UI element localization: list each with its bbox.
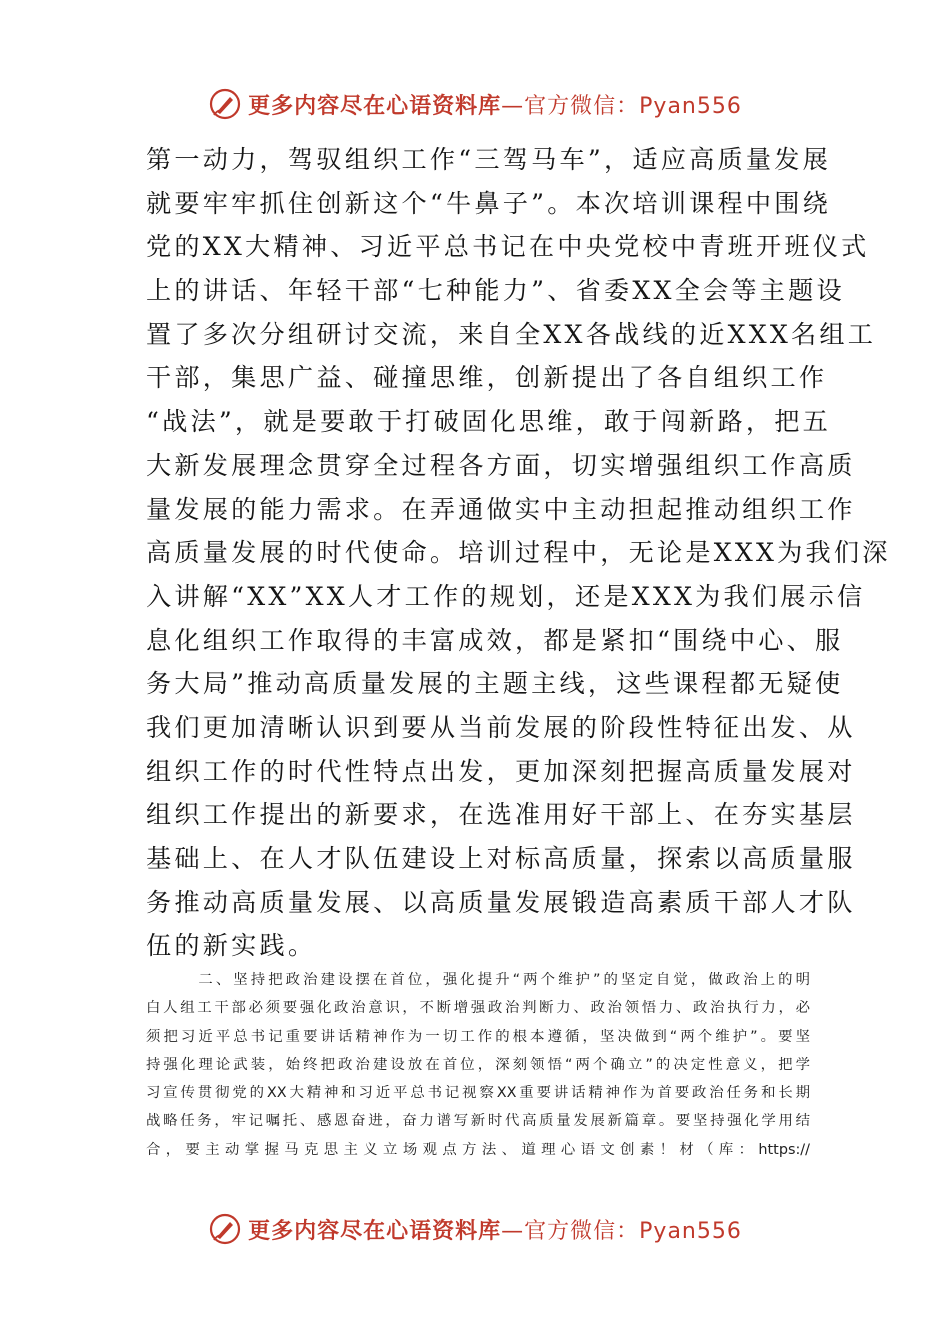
pen-logo-icon [208,1212,242,1246]
text-line: 伍的新实践。 [146,931,317,961]
text-line: 组织工作的时代性特点出发，更加深刻把握高质量发展对 [146,756,856,786]
header-watermark-banner [0,82,950,126]
text-line: 就要牢牢抓住创新这个“牛鼻子”。本次培训课程中围绕 [146,188,832,218]
text-line: 量发展的能力需求。在弄通做实中主动担起推动组织工作 [146,494,856,524]
text-line: 务大局”推动高质量发展的主题主线，这些课程都无疑使 [146,669,844,699]
text-line: 第一动力，驾驭组织工作“三驾马车”，适应高质量发展 [146,145,832,174]
text-line: 高质量发展的时代使命。培训过程中，无论是XXX为我们深 [146,538,891,568]
text-line: “战法”，就是要敢于打破固化思维，敢于闯新路，把五 [146,407,832,437]
text-line: 合，要主动掌握马克思主义立场观点方法、道理心语文创素！材（库：https:// [146,1141,810,1158]
text-line: 党的XX大精神、习近平总书记在中央党校中青班开班仪式 [146,232,870,262]
text-line: 上的讲话、年轻干部“七种能力”、省委XX全会等主题设 [146,276,845,306]
text-line: 须把习近平总书记重要讲话精神作为一切工作的根本遵循，坚决做到“两个维护”。要坚 [146,1028,810,1045]
text-line: 持强化理论武装，始终把政治建设放在首位，深刻领悟“两个确立”的决定性意义，把学 [146,1056,810,1073]
pen-logo-icon [208,87,242,121]
footer-watermark-banner [0,1207,950,1251]
banner-suffix: 官方微信：Pyan556 [524,93,742,119]
text-line: 置了多次分组研讨交流，来自全XX各战线的近XXX名组工 [146,319,877,349]
text-line: 基础上、在人才队伍建设上对标高质量，探索以高质量服 [146,844,856,873]
banner-dash: — [501,1218,525,1244]
section-two-paragraph [146,966,810,1164]
text-line: 干部，集思广益、碰撞思维，创新提出了各自组织工作 [146,363,828,393]
text-line: 二、坚持把政治建设摆在首位，强化提升“两个维护”的坚定自觉，做政治上的明 [146,972,810,988]
text-line: 入讲解“XX”XX人才工作的规划，还是XXX为我们展示信 [146,581,866,611]
text-line: 我们更加清晰认识到要从当前发展的阶段性特征出发、从 [146,712,856,742]
text-line: 息化组织工作取得的丰富成效，都是紧扣“围绕中心、服 [146,625,844,655]
banner-suffix: 官方微信：Pyan556 [524,1218,742,1244]
text-line: 大新发展理念贯穿全过程各方面，切实增强组织工作高质 [146,450,856,480]
banner-prefix: 更多内容尽在心语资料库 [248,93,502,119]
text-line: 务推动高质量发展、以高质量发展锻造高素质干部人才队 [146,887,856,917]
text-line: 战略任务，牢记嘱托、感恩奋进，奋力谱写新时代高质量发展新篇章。要坚持强化学用结 [146,1113,810,1130]
banner-prefix: 更多内容尽在心语资料库 [248,1218,502,1244]
text-line: 白人组工干部必须要强化政治意识，不断增强政治判断力、政治领悟力、政治执行力，必 [146,1000,810,1017]
banner-text [248,89,742,120]
text-line: 组织工作提出的新要求，在选准用好干部上、在夯实基层 [146,800,856,830]
text-line: 习宣传贯彻党的XX大精神和习近平总书记视察XX重要讲话精神作为首要政治任务和长期 [146,1085,810,1102]
banner-dash: — [501,93,525,119]
banner-text [248,1214,742,1245]
main-paragraph [146,138,891,968]
